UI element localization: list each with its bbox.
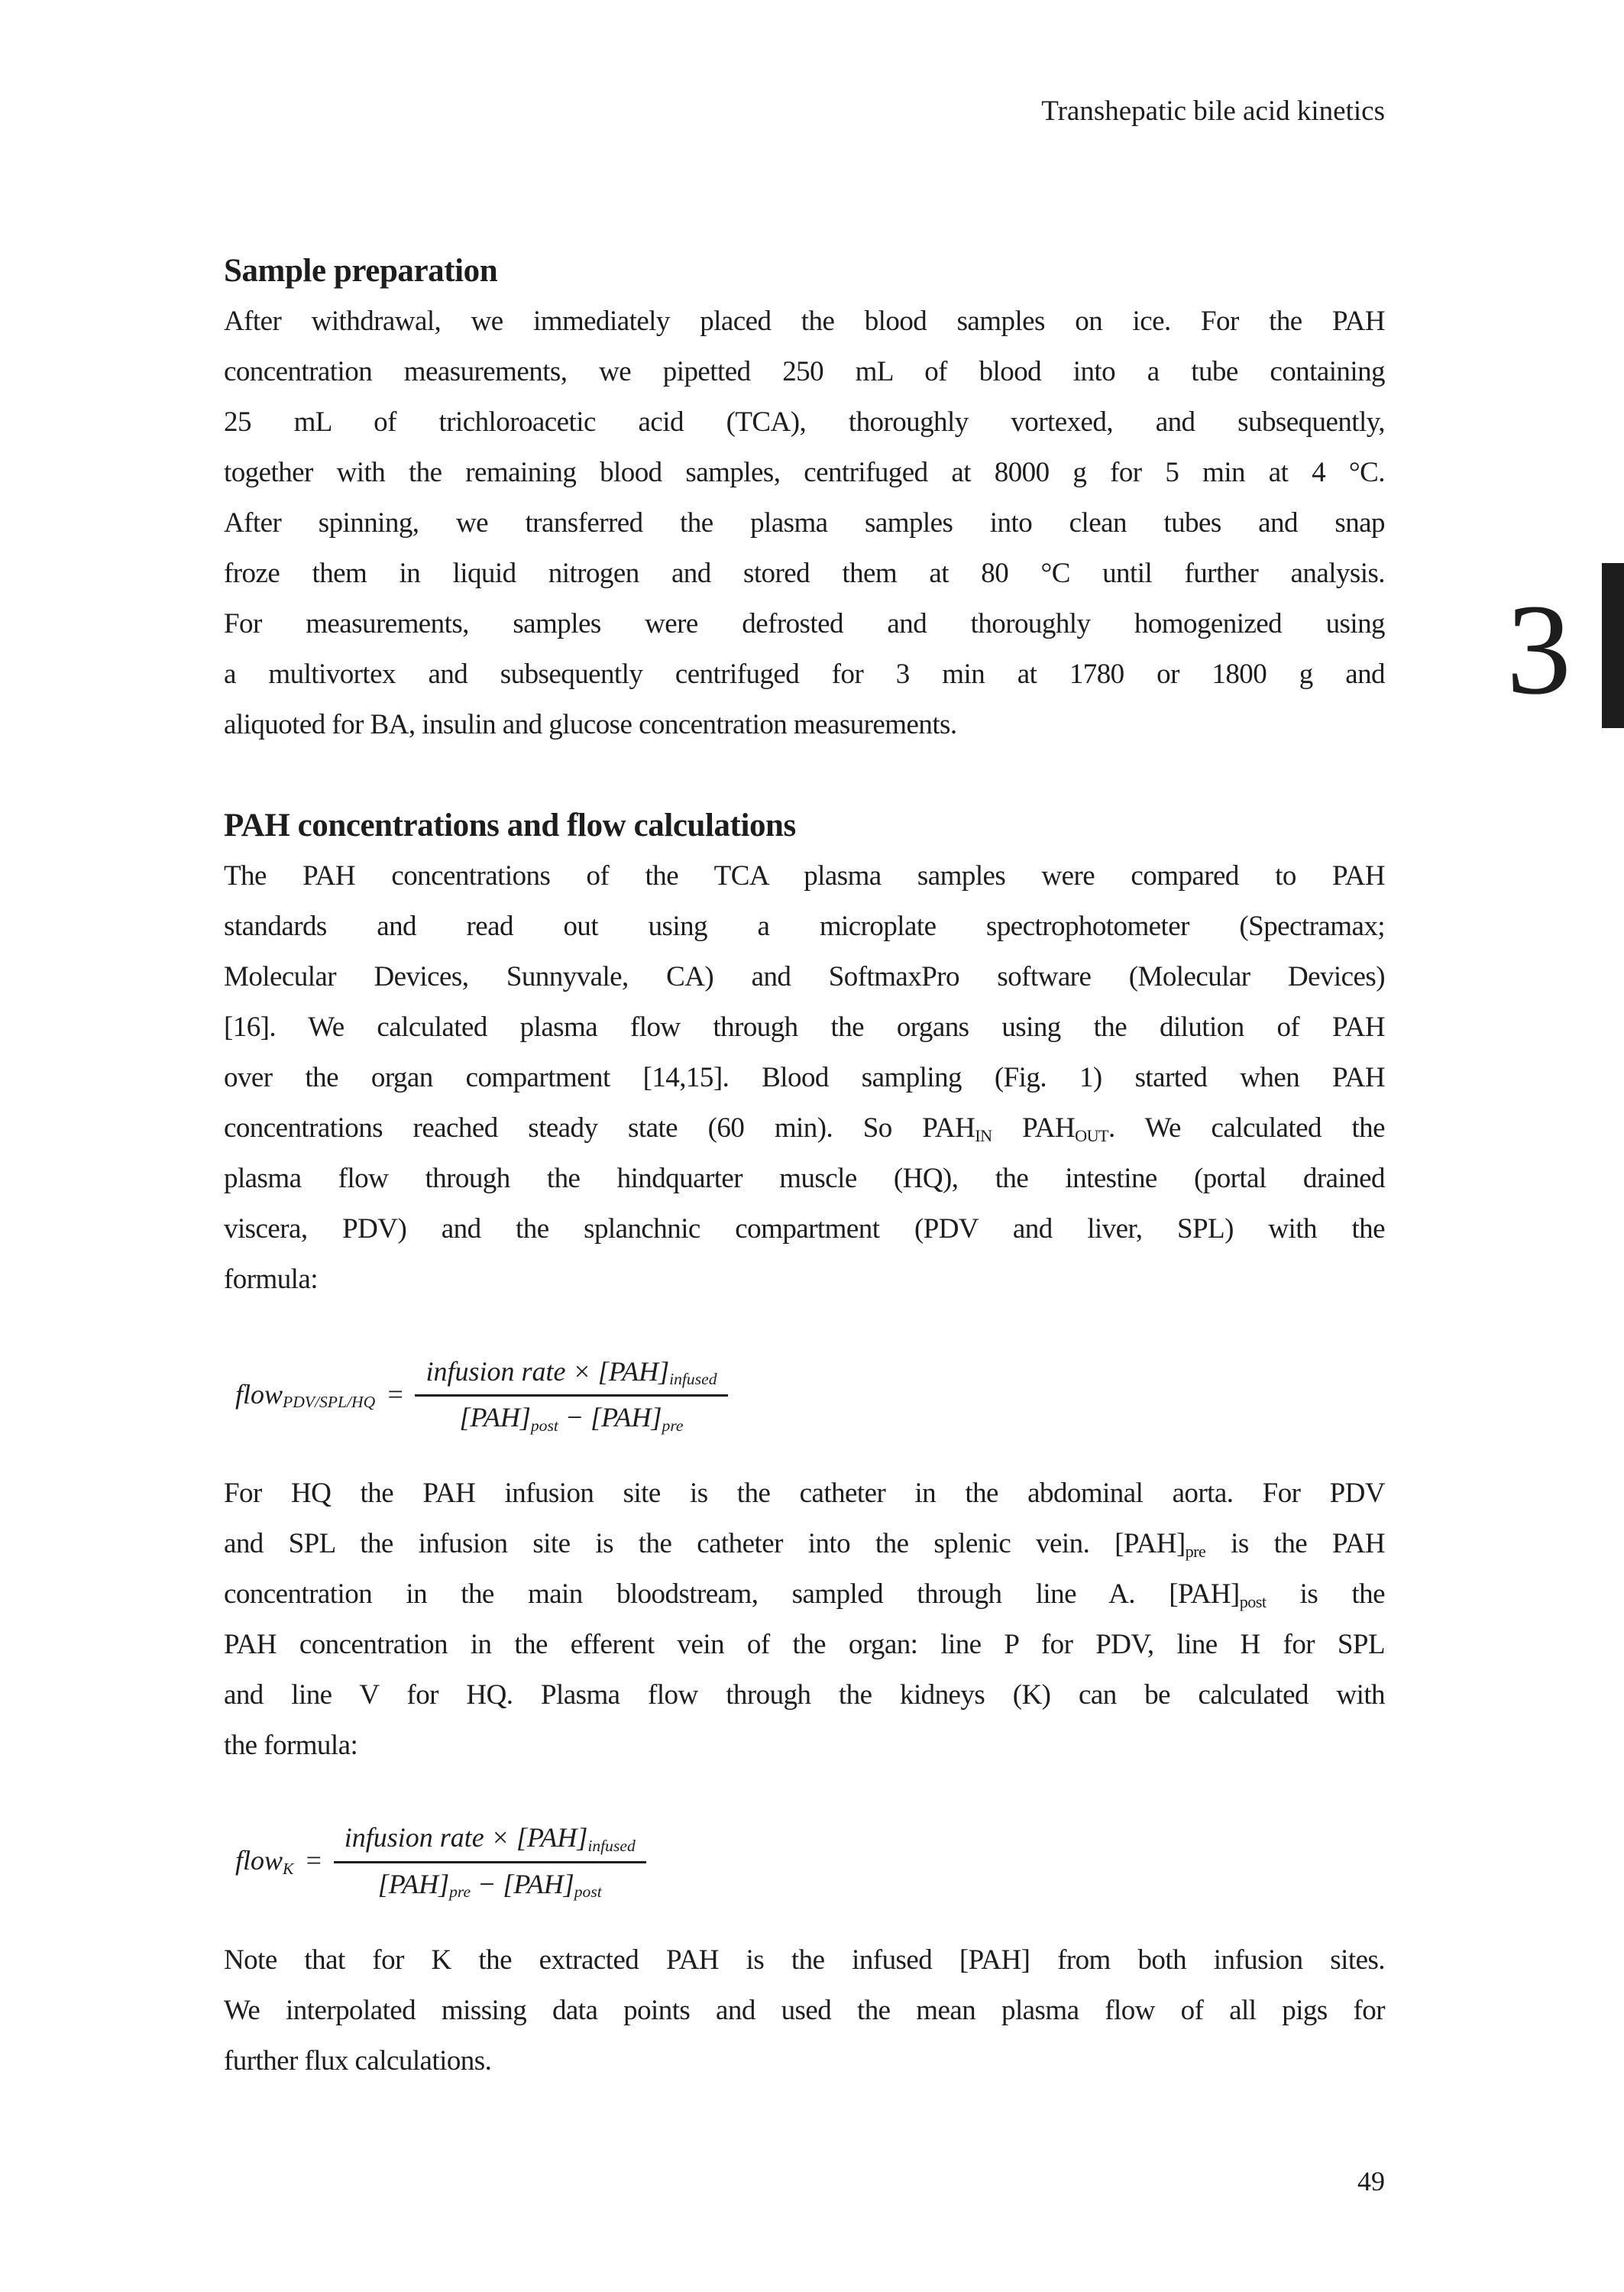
paragraph-line: The PAH concentrations of the TCA plasma samples were compared to PAH (224, 860, 1385, 892)
page-number: 49 (1357, 2166, 1385, 2196)
running-header: Transhepatic bile acid kinetics (1041, 96, 1385, 127)
formula-numerator: infusion rate × $[PAH]_{infused}$ (334, 1821, 646, 1863)
paragraph (224, 851, 1385, 1305)
formula-lhs: flow$_K$ (235, 1845, 294, 1878)
paragraph-line: [16]. We calculated plasma flow through the organs using the dilution of PAH (224, 1012, 1385, 1043)
paragraph-line: the formula: (224, 1730, 358, 1762)
equals-sign: = (386, 1379, 405, 1410)
paragraph-line: For measurements, samples were defrosted and thoroughly homogenized using (224, 608, 1385, 639)
paragraph-line: and line V for HQ. Plasma flow through the kidneys (K) can be calculated with (224, 1679, 1385, 1711)
section-heading: PAH concentrations and flow calculations (224, 808, 796, 843)
paragraph-line: formula: (224, 1264, 318, 1295)
paragraph-line: a multivortex and subsequently centrifuged for 3 min at 1780 or 1800 g and (224, 659, 1385, 690)
paragraph-line: concentration measurements, we pipetted 250 mL of blood into a tube containing (224, 356, 1385, 387)
paragraph-line: After withdrawal, we immediately placed the blood samples on ice. For the PAH (224, 306, 1385, 337)
paragraph-line: 25 mL of trichloroacetic acid (TCA), thoroughly vortexed, and subsequently, (224, 406, 1385, 438)
paragraph-line: We interpolated missing data points and used the mean plasma flow of all pigs for (224, 1994, 1385, 2026)
paragraph-line: Note that for K the extracted PAH is the infused [PAH] from both infusion sites. (224, 1944, 1385, 1976)
paragraph-line: over the organ compartment [14,15]. Blood sampling (Fig. 1) started when PAH (224, 1062, 1385, 1093)
formula-numerator: infusion rate × $[PAH]_{infused}$ (415, 1355, 727, 1397)
paragraph-line: standards and read out using a microplate spectrophotometer (Spectramax; (224, 911, 1385, 942)
formula (235, 1355, 1385, 1434)
paragraph-line: and SPL the infusion site is the catheter into the splenic vein. $[PAH]_{pre}$ is the PAH (224, 1528, 1385, 1561)
paragraph-line: together with the remaining blood samples, centrifuged at 8000 g for 5 min at 4 °C. (224, 457, 1385, 488)
paragraph (224, 1935, 1385, 2086)
chapter-tab-bar (1602, 563, 1624, 728)
formula-fraction (334, 1821, 646, 1900)
formula-denominator: $[PAH]_{pre} - [PAH]_{post}$ (377, 1868, 602, 1901)
chapter-number: 3 (1506, 578, 1571, 721)
formula-denominator: $[PAH]_{post} - [PAH]_{pre}$ (459, 1402, 684, 1435)
paragraph-line: Molecular Devices, Sunnyvale, CA) and SoftmaxPro software (Molecular Devices) (224, 961, 1385, 992)
paragraph-line: For HQ the PAH infusion site is the catheter in the abdominal aorta. For PDV (224, 1478, 1385, 1510)
paragraph-line: concentrations reached steady state (60 min). So $PAH_{IN}$ $PAH_{OUT}$. We calculated the (224, 1112, 1385, 1145)
paragraph-line: After spinning, we transferred the plasma samples into clean tubes and snap (224, 507, 1385, 539)
paragraph-line: froze them in liquid nitrogen and stored them at 80 °C until further analysis. (224, 558, 1385, 589)
content-area (224, 246, 1385, 2137)
equals-sign: = (304, 1845, 323, 1876)
paragraph-line: concentration in the main bloodstream, sampled through line A. $[PAH]_{post}$ is the (224, 1578, 1385, 1611)
paragraph-line: PAH concentration in the efferent vein of the organ: line P for PDV, line H for SPL (224, 1629, 1385, 1661)
section-heading: Sample preparation (224, 253, 498, 289)
paragraph (224, 296, 1385, 750)
paragraph-line: plasma flow through the hindquarter muscle (HQ), the intestine (portal drained (224, 1163, 1385, 1194)
formula (235, 1821, 1385, 1900)
paragraph-line: viscera, PDV) and the splanchnic compartment (PDV and liver, SPL) with the (224, 1213, 1385, 1245)
formula-lhs: flow$_{PDV/SPL/HQ}$ (235, 1379, 376, 1412)
paragraph-line: aliquoted for BA, insulin and glucose concentration measurements. (224, 709, 957, 740)
paragraph-line: further flux calculations. (224, 2044, 492, 2077)
formula-fraction (415, 1355, 727, 1434)
paragraph (224, 1468, 1385, 1771)
